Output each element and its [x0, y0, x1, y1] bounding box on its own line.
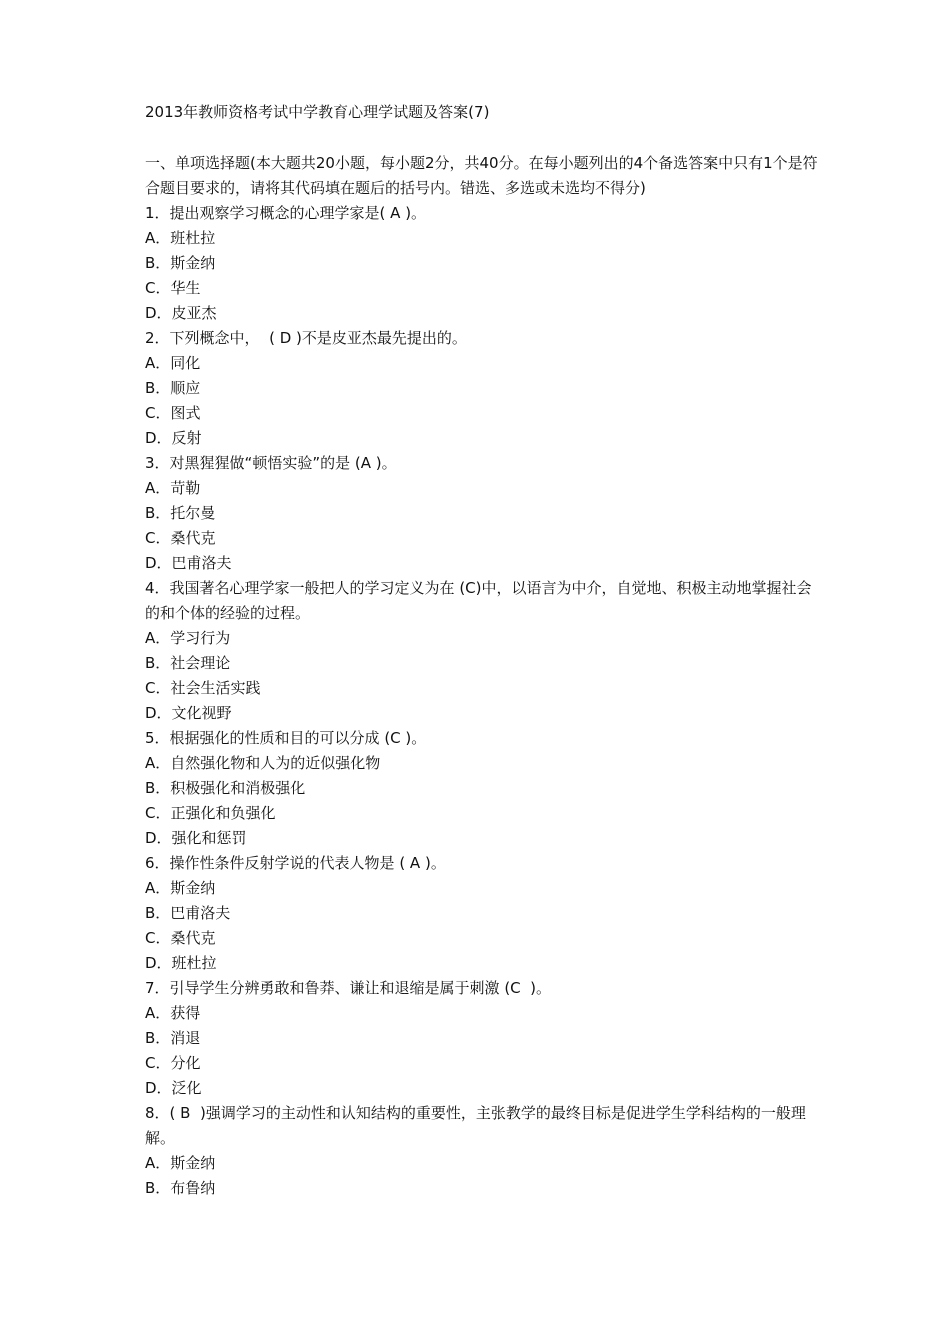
question-stem: 8．( B )强调学习的主动性和认知结构的重要性，主张教学的最终目标是促进学生学科结构的一般理解。 [145, 1104, 806, 1147]
answer-option: C．分化 [145, 1054, 201, 1072]
answer-option: A．自然强化物和人为的近似强化物 [145, 754, 381, 772]
answer-option: D．文化视野 [145, 704, 232, 722]
question-item [145, 851, 825, 976]
document-page [145, 100, 825, 1201]
answer-option: B．消退 [145, 1029, 201, 1047]
question-stem: 2．下列概念中， ( D )不是皮亚杰最先提出的。 [145, 329, 467, 347]
answer-option: A．苛勒 [145, 479, 201, 497]
answer-option: B．社会理论 [145, 654, 231, 672]
question-item [145, 1101, 825, 1201]
answer-option: A．斯金纳 [145, 1154, 216, 1172]
answer-option: C．桑代克 [145, 529, 216, 547]
question-item [145, 201, 825, 326]
answer-option: C．华生 [145, 279, 201, 297]
answer-option: D．巴甫洛夫 [145, 554, 232, 572]
answer-option: D．泛化 [145, 1079, 202, 1097]
answer-option: C．正强化和负强化 [145, 804, 276, 822]
question-item [145, 326, 825, 451]
question-item [145, 576, 825, 726]
answer-option: D．皮亚杰 [145, 304, 217, 322]
answer-option: D．反射 [145, 429, 202, 447]
answer-option: C．图式 [145, 404, 201, 422]
answer-option: C．桑代克 [145, 929, 216, 947]
answer-option: B．斯金纳 [145, 254, 216, 272]
answer-option: A．班杜拉 [145, 229, 216, 247]
question-list [145, 201, 825, 1201]
question-item [145, 451, 825, 576]
question-item [145, 976, 825, 1101]
answer-option: A．获得 [145, 1004, 201, 1022]
document-title: 2013年教师资格考试中学教育心理学试题及答案(7) [145, 103, 490, 121]
answer-option: B．积极强化和消极强化 [145, 779, 306, 797]
answer-option: B．布鲁纳 [145, 1179, 216, 1197]
answer-option: A．同化 [145, 354, 201, 372]
question-stem: 5．根据强化的性质和目的可以分成 (C )。 [145, 729, 427, 747]
question-stem: 6．操作性条件反射学说的代表人物是 ( A )。 [145, 854, 446, 872]
section-header: 一、单项选择题(本大题共20小题，每小题2分，共40分。在每小题列出的4个备选答案中只有1个是符合题目要求的，请将其代码填在题后的括号内。错选、多选或未选均不得分) [145, 154, 818, 197]
answer-option: B．巴甫洛夫 [145, 904, 231, 922]
answer-option: A．学习行为 [145, 629, 231, 647]
question-stem: 3．对黑猩猩做“顿悟实验”的是 (A )。 [145, 454, 397, 472]
answer-option: A．斯金纳 [145, 879, 216, 897]
answer-option: B．托尔曼 [145, 504, 216, 522]
answer-option: D．班杜拉 [145, 954, 217, 972]
answer-option: B．顺应 [145, 379, 201, 397]
question-item [145, 726, 825, 851]
question-stem: 7．引导学生分辨勇敢和鲁莽、谦让和退缩是属于刺激 (C )。 [145, 979, 552, 997]
answer-option: D．强化和惩罚 [145, 829, 247, 847]
answer-option: C．社会生活实践 [145, 679, 261, 697]
question-stem: 4．我国著名心理学家一般把人的学习定义为在 (C)中，以语言为中介，自觉地、积极主动地掌握社会的和个体的经验的过程。 [145, 579, 812, 622]
question-stem: 1．提出观察学习概念的心理学家是( A )。 [145, 204, 427, 222]
